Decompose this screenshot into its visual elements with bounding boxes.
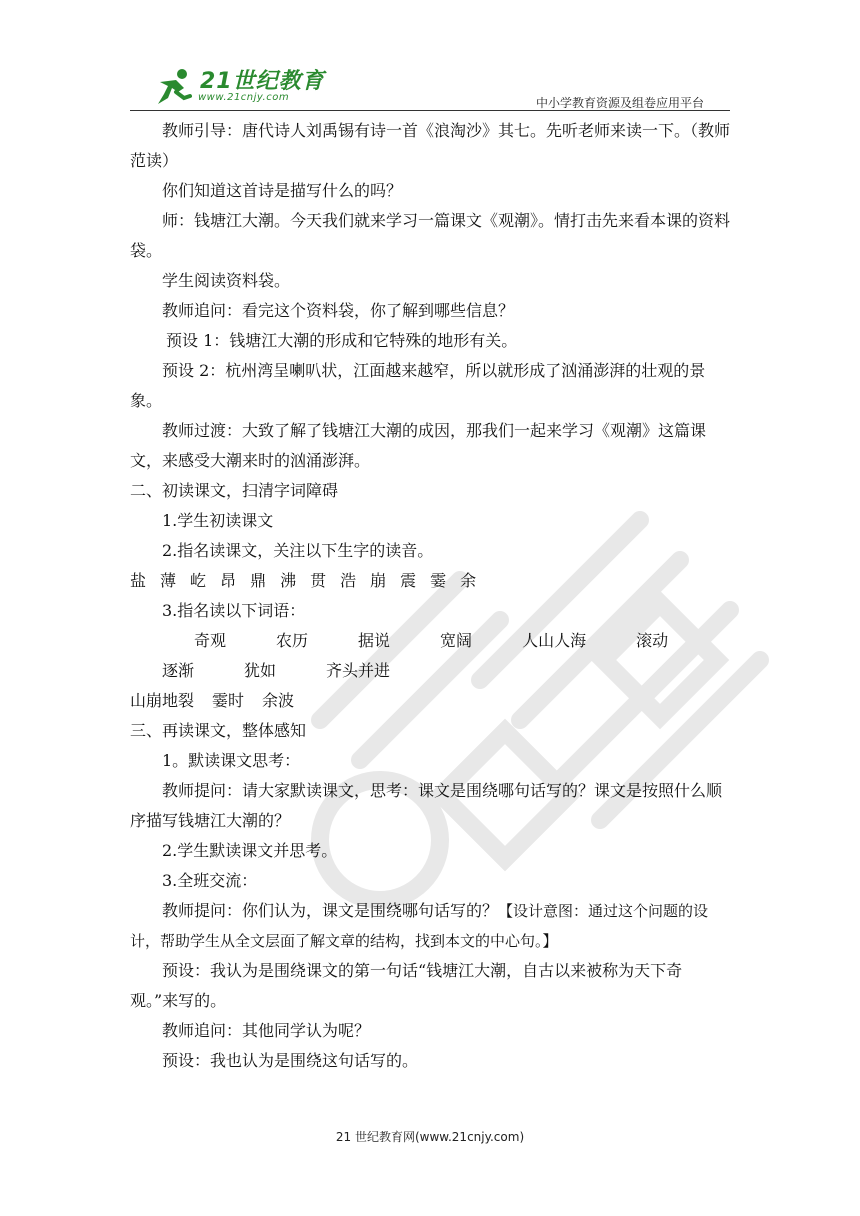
paragraph: 你们知道这首诗是描写什么的吗？: [162, 181, 403, 200]
character-item: 浩: [340, 571, 357, 590]
character-item: 沸: [280, 571, 297, 590]
word-item: 犹如: [244, 661, 277, 680]
page-header: [130, 60, 730, 112]
logo: [154, 62, 354, 106]
paragraph: 预设 1：钱塘江大潮的形成和它特殊的地形有关。: [166, 331, 518, 350]
character-item: 鼎: [250, 571, 267, 590]
word-item: 人山人海: [522, 631, 587, 650]
word-item: 据说: [358, 631, 391, 650]
document-body: [130, 116, 730, 1076]
character-item: 盐: [130, 571, 147, 590]
character-item: 崩: [370, 571, 387, 590]
paragraph: 3.指名读以下词语：: [162, 601, 306, 620]
word-item: 余波: [262, 691, 295, 710]
logo-url: www.21cnjy.com: [198, 92, 290, 103]
paragraph: 学生阅读资料袋。: [162, 271, 291, 290]
paragraph: 1。默读课文思考：: [162, 751, 301, 770]
paragraph: 预设：我认为是围绕课文的第一句话“钱塘江大潮，自古以来被称为天下奇观。”来写的。: [130, 961, 683, 1010]
character-list: [130, 566, 730, 596]
word-item: 山崩地裂: [130, 691, 195, 710]
paragraph: 预设：我也认为是围绕这句话写的。: [162, 1051, 419, 1070]
paragraph: 预设 2：杭州湾呈喇叭状，江面越来越窄，所以就形成了汹涌澎湃的壮观的景象。: [130, 361, 706, 410]
word-item: 奇观: [194, 631, 227, 650]
character-item: 昂: [220, 571, 237, 590]
teacher-question: 教师提问：你们认为，课文是围绕哪句话写的？: [162, 901, 499, 920]
header-divider: [130, 110, 730, 111]
section-heading: 三、再读课文，整体感知: [130, 721, 307, 740]
paragraph: 教师提问：请大家默读课文，思考：课文是围绕哪句话写的？课文是按照什么顺序描写钱塘江大潮的？: [130, 781, 723, 830]
paragraph: 1.学生初读课文: [162, 511, 274, 530]
runner-logo-icon: [154, 68, 194, 106]
paragraph: 2.学生默读课文并思考。: [162, 841, 338, 860]
paragraph: 教师追问：其他同学认为呢？: [162, 1021, 371, 1040]
word-item: 霎时: [212, 691, 245, 710]
word-item: 农历: [276, 631, 309, 650]
paragraph: 教师引导：唐代诗人刘禹锡有诗一首《浪淘沙》其七。先听老师来读一下。（教师范读）: [130, 121, 731, 170]
character-item: 余: [460, 571, 477, 590]
word-item: 宽阔: [440, 631, 473, 650]
section-heading: 二、初读课文，扫清字词障碍: [130, 481, 339, 500]
word-item: 滚动: [636, 631, 669, 650]
paragraph: 教师过渡：大致了解了钱塘江大潮的成因，那我们一起来学习《观潮》这篇课文，来感受大潮来时的汹涌澎湃。: [130, 421, 707, 470]
character-item: 震: [400, 571, 417, 590]
character-item: 屹: [190, 571, 207, 590]
page-footer: 21 世纪教育网(www.21cnjy.com): [335, 1130, 525, 1144]
paragraph: 3.全班交流：: [162, 871, 258, 890]
paragraph: [130, 896, 730, 956]
paragraph: 教师追问：看完这个资料袋，你了解到哪些信息？: [162, 301, 515, 320]
logo-text: 21世纪教育: [200, 69, 325, 94]
header-platform-text: 中小学教育资源及组卷应用平台: [535, 96, 704, 110]
word-item: 逐渐: [162, 661, 195, 680]
paragraph: 师：钱塘江大潮。今天我们就来学习一篇课文《观潮》。情打击先来看本课的资料袋。: [130, 211, 731, 260]
design-note: 【设计意图：通过这个问题的设计，帮助学生从全文层面了解文章的结构，找到本文的中心句。】: [130, 902, 709, 950]
character-item: 贯: [310, 571, 327, 590]
word-item: 齐头并进: [326, 661, 391, 680]
character-item: 薄: [160, 571, 177, 590]
word-list: [130, 686, 730, 716]
character-item: 霎: [430, 571, 447, 590]
paragraph: 2.指名读课文，关注以下生字的读音。: [162, 541, 434, 560]
word-list: [130, 626, 730, 686]
